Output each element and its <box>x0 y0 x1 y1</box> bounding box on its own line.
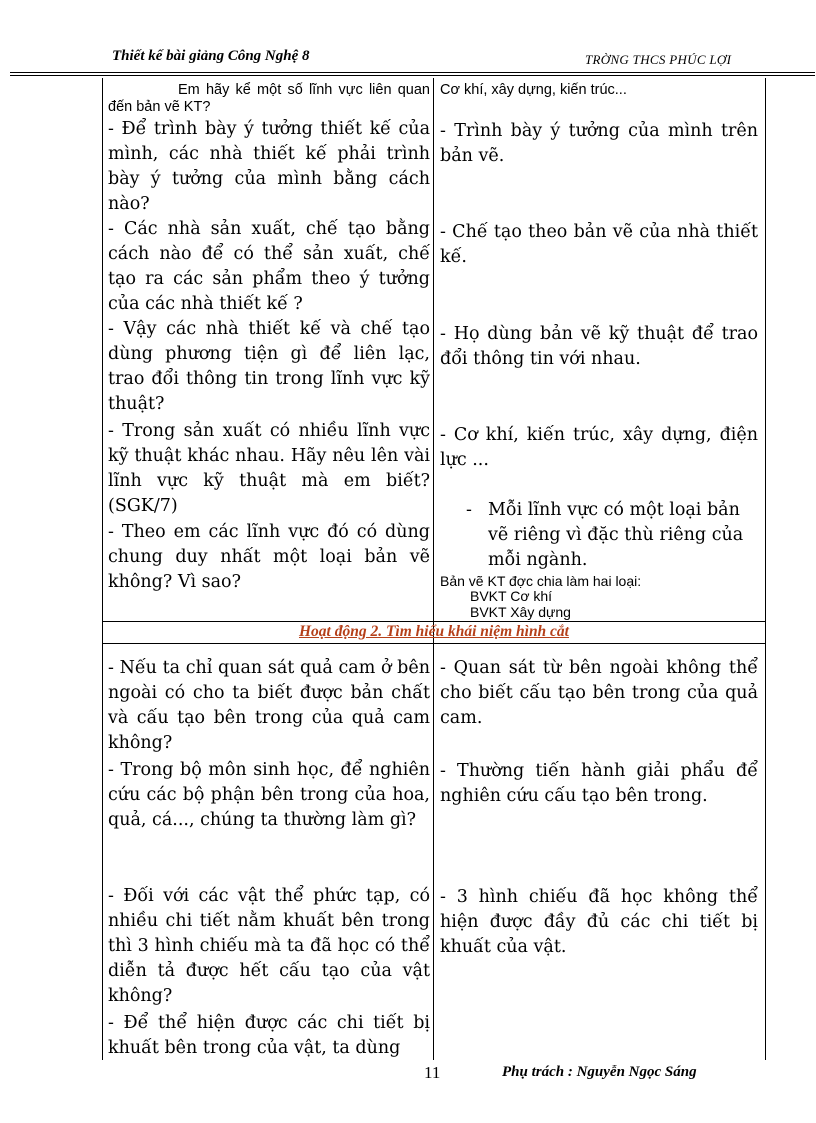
section1-left-question-3: - Vậy các nhà thiết kế và chế tạo dùng phương tiện gì để liên lạc, trao đổi thông tin trong lĩnh vực kỹ thuật? <box>108 319 430 414</box>
table-row-divider-bottom <box>102 643 766 644</box>
section1-right-bullet <box>440 498 758 573</box>
section2-left-question-2: - Trong bộ môn sinh học, để nghiên cứu các bộ phận bên trong của hoa, quả, cá..., chúng ta thường làm gì? <box>108 760 430 830</box>
drawing-types-title: Bản vẽ KT đợc chia làm hai loại: <box>440 573 642 589</box>
section1-right-answer-1: - Trình bày ý tưởng của mình trên bản vẽ. <box>440 121 758 166</box>
activity-2-title: Hoạt động 2. Tìm hiểu khái niệm hình cắt <box>298 623 569 640</box>
section1-left-question-2: - Các nhà sản xuất, chế tạo bằng cách nào để có thể sản xuất, chế tạo ra các sản phẩm theo ý tưởng của các nhà thiết kế ? <box>108 219 430 314</box>
section2-right-answer-3: - 3 hình chiếu đã học không thể hiện được đầy đủ các chi tiết bị khuất của vật. <box>440 887 758 957</box>
header-divider <box>10 72 815 73</box>
section2-left-question-3: - Đối với các vật thể phức tạp, có nhiều chi tiết nằm khuất bên trong thì 3 hình chiếu mà ta đã học có thể diễn tả được hết cấu tạo của vật không? <box>108 886 430 1006</box>
bullet-text: Mỗi lĩnh vực có một loại bản vẽ riêng vì đặc thù riêng của mỗi ngành. <box>488 500 744 570</box>
section2-left-question-4: - Để thể hiện được các chi tiết bị khuất bên trong của vật, ta dùng <box>108 1013 430 1058</box>
page-number: 11 <box>424 1063 441 1082</box>
section1-left-question-5: - Theo em các lĩnh vực đó có dùng chung duy nhất một loại bản vẽ không? Vì sao? <box>108 522 430 592</box>
header-divider-secondary <box>10 75 815 76</box>
table-left-border <box>102 78 103 1060</box>
table-middle-border <box>433 78 434 1060</box>
bullet-dash: - <box>466 500 472 520</box>
section2-left-question-1: - Nếu ta chỉ quan sát quả cam ở bên ngoài có cho ta biết được bản chất và cấu tạo bên trong của quả cam không? <box>108 658 430 753</box>
section2-right-answer-1: - Quan sát từ bên ngoài không thể cho biết cấu tạo bên trong của quả cam. <box>440 658 758 728</box>
section1-right-answer-2: - Chế tạo theo bản vẽ của nhà thiết kế. <box>440 222 758 267</box>
table-row-divider-top <box>102 621 766 622</box>
section2-right-answer-2: - Thường tiến hành giải phẩu để nghiên cứu cấu tạo bên trong. <box>440 761 758 806</box>
section1-right-answer-4: - Cơ khí, kiến trúc, xây dựng, điện lực ... <box>440 425 758 470</box>
drawing-type-mechanical: BVKT Cơ khí <box>470 588 553 604</box>
section1-left-question-1: - Để trình bày ý tưởng thiết kế của mình, các nhà thiết kế phải trình bày ý tưởng của mình bằng cách nào? <box>108 119 430 214</box>
header-left-title: Thiết kế bài giảng Công Nghệ 8 <box>112 48 310 64</box>
table-right-border <box>765 78 766 1060</box>
drawing-type-construction: BVKT Xây dựng <box>470 604 571 620</box>
section1-left-question-4: - Trong sản xuất có nhiều lĩnh vực kỹ thuật khác nhau. Hãy nêu lên vài lĩnh vực kỹ thuật mà em biết? (SGK/7) <box>108 421 430 516</box>
header-school-name: TRỜNG THCS PHÚC LỢI <box>585 52 732 67</box>
section1-left-intro: Em hãy kể một số lĩnh vực liên quan đến bản vẽ KT? <box>108 82 430 115</box>
footer-author: Phụ trách : Nguyễn Ngọc Sáng <box>502 1064 697 1080</box>
section1-right-intro: Cơ khí, xây dựng, kiến trúc... <box>440 82 627 98</box>
section1-right-answer-3: - Họ dùng bản vẽ kỹ thuật để trao đổi thông tin với nhau. <box>440 324 758 369</box>
